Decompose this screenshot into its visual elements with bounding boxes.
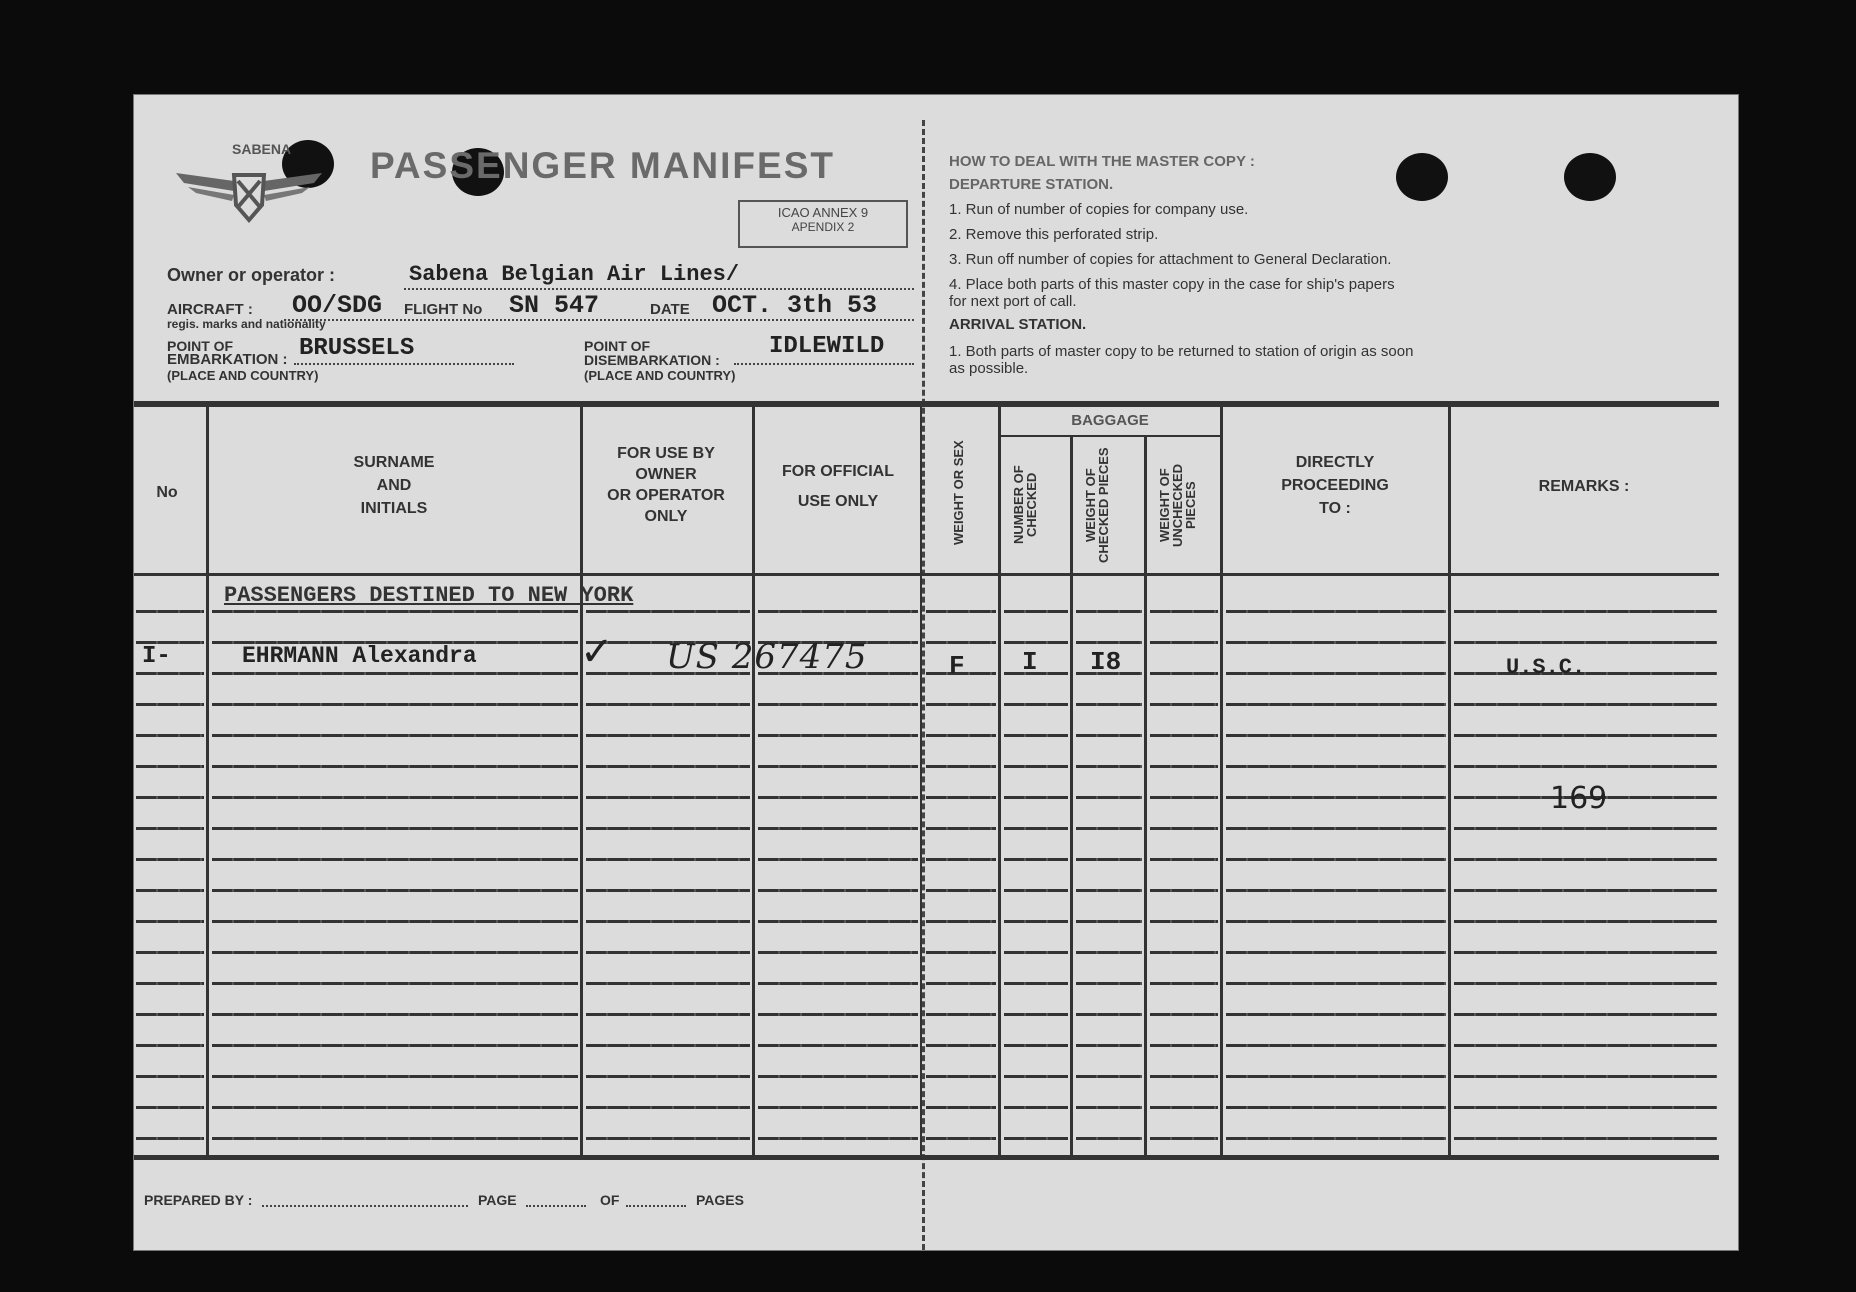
ruled-row-line	[1150, 1075, 1218, 1078]
ruled-row-line	[1226, 765, 1446, 768]
ruled-row-line	[1454, 920, 1717, 923]
col-divider	[998, 407, 1001, 1155]
ruled-row-line	[586, 1044, 750, 1047]
passenger-name: EHRMANN Alexandra	[242, 643, 477, 669]
ruled-row-line	[212, 703, 578, 706]
col-divider	[1070, 435, 1073, 1155]
ruled-row-line	[212, 827, 578, 830]
ruled-row-line	[926, 1013, 996, 1016]
ruled-row-line	[1226, 1013, 1446, 1016]
directly-line-1: DIRECTLY	[1295, 454, 1375, 471]
ruled-row-line	[758, 1044, 918, 1047]
arrival-step-1b: as possible.	[949, 360, 1029, 377]
ruled-row-line	[1454, 951, 1717, 954]
ruled-row-line	[586, 765, 750, 768]
date-label: DATE	[650, 301, 690, 318]
ruled-row-line	[1076, 827, 1142, 830]
arrival-heading: ARRIVAL STATION.	[949, 316, 1087, 333]
col-header-directly	[1226, 451, 1444, 520]
ruled-row-line	[1150, 827, 1218, 830]
col-divider	[920, 407, 922, 1155]
ruled-row-line	[1076, 951, 1142, 954]
aircraft-label: AIRCRAFT :	[167, 301, 253, 318]
ruled-row-line	[136, 765, 204, 768]
instruction-step-1: 1. Run of number of copies for company use.	[949, 201, 1249, 218]
ruled-row-line	[1004, 1044, 1068, 1047]
ruled-row-line	[1076, 734, 1142, 737]
official-line-2: USE ONLY	[797, 493, 879, 510]
passenger-bag-count: I	[1022, 647, 1038, 677]
ruled-row-line	[212, 1106, 578, 1109]
owner-underline	[404, 288, 914, 290]
col-header-no: No	[156, 484, 178, 501]
ruled-row-line	[136, 827, 204, 830]
ruled-row-line	[1226, 951, 1446, 954]
ruled-row-line	[136, 858, 204, 861]
ruled-row-line	[926, 889, 996, 892]
ruled-row-line	[1454, 1013, 1717, 1016]
col-header-weight-sex: WEIGHT OR SEX	[951, 440, 966, 546]
ruled-row-line	[212, 1137, 578, 1140]
ruled-row-line	[1226, 734, 1446, 737]
ruled-row-line	[758, 982, 918, 985]
disembark-sublabel: (PLACE AND COUNTRY)	[584, 368, 736, 383]
table-top-rule	[134, 401, 1719, 407]
ruled-row-line	[1076, 1013, 1142, 1016]
ruled-row-line	[212, 1013, 578, 1016]
disembark-value: IDLEWILD	[769, 333, 885, 360]
ruled-row-line	[758, 610, 918, 613]
ruled-row-line	[926, 920, 996, 923]
ruled-row-line	[1454, 1106, 1717, 1109]
ruled-row-line	[1226, 858, 1446, 861]
ruled-row-line	[926, 703, 996, 706]
ruled-row-line	[1004, 827, 1068, 830]
col-divider	[206, 407, 209, 1155]
disembark-underline	[734, 363, 914, 365]
ruled-row-line	[212, 920, 578, 923]
icao-stamp	[738, 200, 908, 248]
col-divider	[752, 407, 755, 1155]
ruled-row-line	[1076, 765, 1142, 768]
ruled-row-line	[136, 889, 204, 892]
ruled-row-line	[1004, 796, 1068, 799]
ruled-row-line	[1226, 703, 1446, 706]
passenger-bag-weight: I8	[1090, 647, 1122, 677]
ruled-row-line	[136, 796, 204, 799]
ruled-row-line	[136, 1044, 204, 1047]
ruled-row-line	[1004, 982, 1068, 985]
ruled-row-line	[136, 1075, 204, 1078]
ruled-row-line	[1454, 827, 1717, 830]
ruled-row-line	[586, 703, 750, 706]
ruled-row-line	[1076, 858, 1142, 861]
ruled-row-line	[1454, 889, 1717, 892]
ruled-row-line	[926, 641, 996, 644]
owner-use-line-3: OR OPERATOR	[607, 487, 725, 504]
ruled-row-line	[1076, 703, 1142, 706]
ruled-row-line	[1226, 1106, 1446, 1109]
ruled-row-line	[758, 1075, 918, 1078]
embark-sublabel: (PLACE AND COUNTRY)	[167, 368, 319, 383]
aircraft-value: OO/SDG	[292, 291, 383, 320]
ruled-row-line	[1004, 858, 1068, 861]
ruled-row-line	[1454, 1137, 1717, 1140]
disembark-label-1: POINT OF	[584, 338, 651, 354]
ruled-row-line	[212, 796, 578, 799]
ruled-row-line	[926, 1075, 996, 1078]
ruled-row-line	[586, 1106, 750, 1109]
page-line	[526, 1205, 586, 1207]
ruled-row-line	[1226, 889, 1446, 892]
embark-label-1: POINT OF	[167, 338, 234, 354]
ruled-row-line	[758, 889, 918, 892]
ruled-row-line	[1150, 1106, 1218, 1109]
footer	[144, 1185, 904, 1215]
instructions-heading: HOW TO DEAL WITH THE MASTER COPY :	[949, 153, 1255, 170]
ruled-row-line	[758, 858, 918, 861]
ruled-row-line	[926, 796, 996, 799]
passenger-remarks: U.S.C.	[1506, 655, 1586, 680]
ruled-row-line	[1454, 641, 1717, 644]
ruled-row-line	[212, 982, 578, 985]
directly-line-2: PROCEEDING	[1281, 477, 1389, 494]
ruled-row-line	[1076, 1044, 1142, 1047]
ruled-row-line	[1150, 765, 1218, 768]
baggage-subrule	[998, 435, 1220, 437]
ruled-row-line	[212, 672, 578, 675]
ruled-row-line	[586, 920, 750, 923]
ruled-row-line	[758, 734, 918, 737]
ruled-row-line	[758, 765, 918, 768]
ruled-row-line	[1226, 1137, 1446, 1140]
ruled-row-line	[136, 672, 204, 675]
ruled-row-line	[212, 765, 578, 768]
arrival-step-1a: 1. Both parts of master copy to be returned to station of origin as soon	[949, 343, 1414, 360]
ruled-row-line	[212, 858, 578, 861]
section-heading: PASSENGERS DESTINED TO NEW YORK	[224, 583, 634, 608]
ruled-row-line	[1226, 672, 1446, 675]
ruled-row-line	[758, 796, 918, 799]
ruled-row-line	[926, 765, 996, 768]
embark-underline	[294, 363, 514, 365]
owner-use-line-4: ONLY	[644, 508, 688, 525]
instruction-step-4b: for next port of call.	[949, 293, 1077, 310]
col-divider	[580, 407, 583, 1155]
date-value: OCT. 3th 53	[712, 291, 878, 320]
of-line	[626, 1205, 686, 1207]
col-divider	[1144, 435, 1147, 1155]
header-bottom-rule	[134, 573, 1719, 576]
ruled-row-line	[1004, 641, 1068, 644]
ruled-row-line	[136, 610, 204, 613]
col-header-baggage: BAGGAGE	[1071, 412, 1149, 429]
ruled-row-line	[1150, 672, 1218, 675]
ruled-row-line	[136, 1137, 204, 1140]
ruled-row-line	[1150, 1137, 1218, 1140]
ruled-row-line	[1150, 796, 1218, 799]
ruled-row-line	[586, 610, 750, 613]
passenger-checkmark: ✓	[580, 629, 614, 675]
ruled-row-line	[1004, 734, 1068, 737]
ruled-row-line	[1454, 703, 1717, 706]
surname-line-3: INITIALS	[360, 500, 428, 517]
ruled-row-line	[758, 951, 918, 954]
prepared-by-line	[262, 1205, 468, 1207]
ruled-row-line	[758, 920, 918, 923]
ruled-row-line	[1076, 796, 1142, 799]
col-header-bag-number: NUMBER OF CHECKED	[1011, 465, 1039, 545]
aircraft-sublabel: regis. marks and nationality	[167, 317, 326, 331]
ruled-row-line	[1004, 765, 1068, 768]
ruled-row-line	[1076, 610, 1142, 613]
ruled-row-line	[1076, 920, 1142, 923]
ruled-row-line	[212, 1044, 578, 1047]
ruled-row-line	[1226, 610, 1446, 613]
col-header-bag-unchecked: WEIGHT OF UNCHECKED PIECES	[1157, 463, 1198, 547]
embark-label-2: EMBARKATION :	[167, 351, 288, 368]
ruled-row-line	[1226, 1075, 1446, 1078]
instruction-step-3: 3. Run off number of copies for attachment to General Declaration.	[949, 251, 1392, 268]
owner-use-line-1: FOR USE BY	[617, 445, 715, 462]
col-header-bag-weight: WEIGHT OF CHECKED PIECES	[1083, 447, 1111, 563]
ruled-row-line	[1076, 982, 1142, 985]
ruled-row-line	[926, 734, 996, 737]
ruled-row-line	[926, 858, 996, 861]
ruled-row-line	[212, 734, 578, 737]
instruction-step-2: 2. Remove this perforated strip.	[949, 226, 1159, 243]
ruled-row-line	[586, 1137, 750, 1140]
col-divider	[1448, 407, 1451, 1155]
ruled-row-line	[586, 951, 750, 954]
ruled-row-line	[1454, 672, 1717, 675]
icao-line-1: ICAO ANNEX 9	[777, 205, 869, 220]
page-label: PAGE	[478, 1192, 517, 1208]
ruled-row-line	[1454, 610, 1717, 613]
ruled-row-line	[136, 703, 204, 706]
ruled-row-line	[586, 889, 750, 892]
ruled-row-line	[136, 734, 204, 737]
ruled-row-line	[1076, 889, 1142, 892]
ruled-row-line	[758, 1106, 918, 1109]
ruled-row-line	[758, 703, 918, 706]
ruled-row-line	[1004, 1013, 1068, 1016]
ruled-row-line	[1150, 920, 1218, 923]
ruled-row-line	[1004, 610, 1068, 613]
pages-label: PAGES	[696, 1192, 744, 1208]
passenger-sex: F	[949, 651, 965, 681]
icao-line-2: APENDIX 2	[791, 220, 855, 234]
ruled-row-line	[1004, 1106, 1068, 1109]
ruled-row-line	[1454, 1075, 1717, 1078]
ruled-row-line	[1004, 1075, 1068, 1078]
ruled-row-line	[1150, 858, 1218, 861]
ruled-row-line	[1004, 920, 1068, 923]
ruled-row-line	[586, 796, 750, 799]
ruled-row-line	[1150, 641, 1218, 644]
ruled-row-line	[926, 610, 996, 613]
ruled-row-line	[926, 1106, 996, 1109]
ruled-row-line	[1454, 858, 1717, 861]
ruled-row-line	[926, 982, 996, 985]
ruled-row-line	[926, 827, 996, 830]
ruled-row-line	[1150, 734, 1218, 737]
ruled-row-line	[1004, 889, 1068, 892]
owner-value: Sabena Belgian Air Lines/	[409, 262, 740, 287]
ruled-row-line	[1076, 641, 1142, 644]
ruled-row-line	[1150, 703, 1218, 706]
ruled-row-line	[212, 1075, 578, 1078]
owner-use-line-2: OWNER	[635, 466, 697, 483]
ruled-row-line	[212, 889, 578, 892]
col-divider	[1220, 407, 1223, 1155]
page-title: PASSENGER MANIFEST	[370, 145, 835, 186]
ruled-row-line	[1076, 1137, 1142, 1140]
flight-value: SN 547	[509, 291, 600, 320]
ruled-row-line	[1454, 734, 1717, 737]
ruled-row-line	[1226, 1044, 1446, 1047]
margin-number: 169	[1550, 781, 1608, 816]
logo-text: SABENA	[232, 141, 292, 157]
ruled-row-line	[1150, 982, 1218, 985]
ruled-row-line	[1076, 1075, 1142, 1078]
ruled-row-line	[1150, 1013, 1218, 1016]
disembark-label-2: DISEMBARKATION :	[584, 352, 720, 368]
official-line-1: FOR OFFICIAL	[782, 463, 894, 480]
ruled-row-line	[1226, 920, 1446, 923]
embark-value: BRUSSELS	[299, 335, 415, 362]
ruled-row-line	[212, 610, 578, 613]
flight-label: FLIGHT No	[404, 301, 483, 318]
owner-label: Owner or operator :	[167, 265, 336, 285]
ruled-row-line	[1076, 1106, 1142, 1109]
ruled-row-line	[758, 827, 918, 830]
ruled-row-line	[1454, 1044, 1717, 1047]
surname-line-1: SURNAME	[353, 454, 435, 471]
prepared-by-label: PREPARED BY :	[144, 1192, 253, 1208]
ruled-row-line	[1004, 1137, 1068, 1140]
ruled-row-line	[758, 1137, 918, 1140]
ruled-row-line	[1150, 951, 1218, 954]
ruled-row-line	[1226, 827, 1446, 830]
ruled-row-line	[1150, 610, 1218, 613]
col-header-owner-use	[586, 443, 746, 527]
ruled-row-line	[926, 1044, 996, 1047]
ruled-row-line	[586, 982, 750, 985]
of-label: OF	[600, 1192, 620, 1208]
col-header-remarks: REMARKS :	[1538, 478, 1630, 495]
table-bottom-rule	[134, 1155, 1719, 1160]
ruled-row-line	[1226, 796, 1446, 799]
aircraft-underline	[284, 319, 914, 321]
directly-line-3: TO :	[1319, 500, 1351, 517]
ruled-row-line	[586, 858, 750, 861]
ruled-row-line	[1004, 951, 1068, 954]
ruled-row-line	[1150, 889, 1218, 892]
ruled-row-line	[136, 951, 204, 954]
ruled-row-line	[586, 734, 750, 737]
ruled-row-line	[212, 951, 578, 954]
col-header-official	[758, 457, 918, 517]
surname-line-2: AND	[376, 477, 412, 494]
sabena-logo	[174, 135, 324, 225]
ruled-row-line	[1454, 765, 1717, 768]
ruled-row-line	[136, 1013, 204, 1016]
ruled-row-line	[136, 920, 204, 923]
ruled-row-line	[586, 827, 750, 830]
ruled-row-line	[926, 1137, 996, 1140]
ruled-row-line	[586, 1013, 750, 1016]
ruled-row-line	[1004, 703, 1068, 706]
departure-heading: DEPARTURE STATION.	[949, 176, 1114, 193]
instruction-step-4a: 4. Place both parts of this master copy in the case for ship's papers	[949, 276, 1395, 293]
ruled-row-line	[136, 982, 204, 985]
ruled-row-line	[1454, 982, 1717, 985]
col-header-surname	[214, 451, 574, 520]
master-copy-instructions	[949, 153, 1589, 377]
ruled-row-line	[926, 951, 996, 954]
passenger-official-number: US 267475	[666, 637, 868, 677]
ruled-row-line	[1226, 982, 1446, 985]
ruled-row-line	[586, 1075, 750, 1078]
passenger-no: I-	[142, 643, 171, 670]
ruled-row-line	[758, 1013, 918, 1016]
perforation-line	[922, 120, 925, 1250]
ruled-row-line	[1150, 1044, 1218, 1047]
manifest-sheet	[134, 95, 1738, 1250]
ruled-row-line	[1226, 641, 1446, 644]
ruled-row-line	[136, 1106, 204, 1109]
